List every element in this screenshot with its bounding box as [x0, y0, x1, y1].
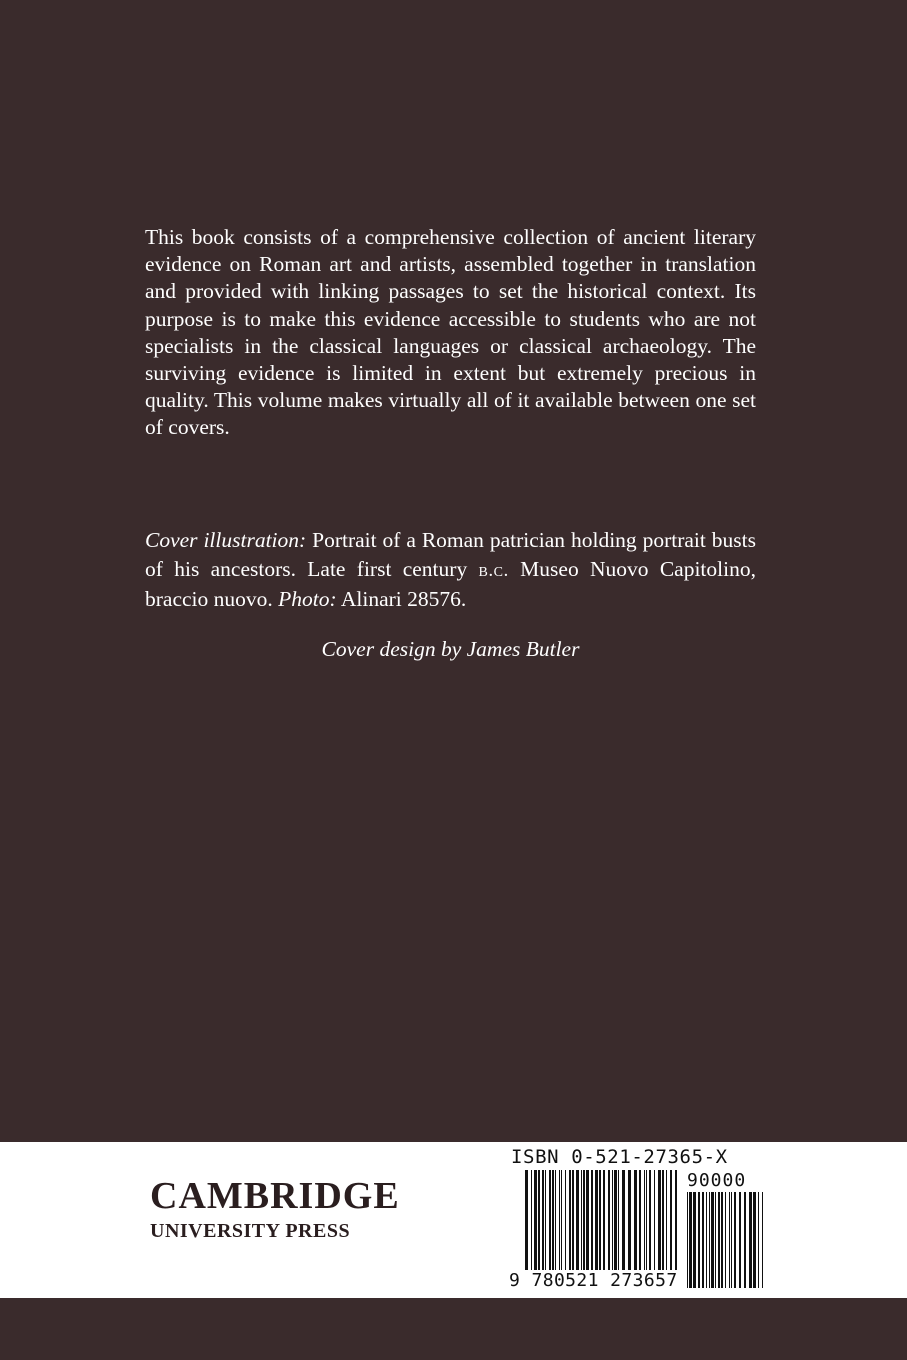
isbn-text: ISBN 0-521-27365-X: [511, 1146, 728, 1168]
barcode-bar: [658, 1170, 661, 1275]
barcode-bar: [542, 1170, 544, 1275]
barcode-bar: [753, 1192, 756, 1288]
barcode-bar: [531, 1170, 532, 1275]
barcode-bar: [612, 1170, 613, 1275]
barcode-bar: [634, 1170, 637, 1275]
barcode-bar: [565, 1170, 566, 1275]
barcode-bar: [675, 1170, 677, 1275]
barcode-bar: [662, 1170, 664, 1275]
barcode-bar: [618, 1170, 619, 1275]
barcode-bar: [534, 1170, 537, 1275]
barcode-bar: [545, 1170, 546, 1275]
barcode-bar: [731, 1192, 732, 1288]
barcode-bar: [603, 1170, 605, 1275]
barcode-bar: [762, 1192, 763, 1288]
barcode-bar: [572, 1170, 574, 1275]
photo-label: Photo:: [278, 587, 337, 611]
caption-text: Portrait of a Roman patrician holding portrait busts of his ancestors. Late first century: [145, 528, 756, 581]
barcode-bar: [538, 1170, 540, 1275]
barcode-bar: [644, 1170, 645, 1275]
footer-band: [0, 1142, 907, 1298]
barcode-bar: [711, 1192, 714, 1288]
barcode-bar: [654, 1170, 655, 1275]
barcode-addon-bars: [687, 1192, 765, 1288]
barcode-bar: [595, 1170, 598, 1275]
barcode-bar: [739, 1192, 741, 1288]
addon-code: 90000: [687, 1170, 747, 1191]
ean-number: 9 780521 273657: [509, 1270, 678, 1291]
barcode-bar: [628, 1170, 631, 1275]
photo-credit: Alinari 28576.: [336, 587, 467, 611]
barcode-bar: [698, 1192, 700, 1288]
caption-era: b.c.: [478, 560, 509, 581]
barcode-bar: [622, 1170, 625, 1275]
barcode: [507, 1144, 769, 1296]
barcode-bar: [715, 1192, 716, 1288]
barcode-bar: [758, 1192, 759, 1288]
barcode-bar: [670, 1170, 672, 1275]
barcode-bar: [702, 1192, 704, 1288]
barcode-bars: [525, 1170, 677, 1275]
barcode-bar: [734, 1192, 736, 1288]
barcode-bar: [744, 1192, 746, 1288]
publisher-subname: UNIVERSITY PRESS: [150, 1220, 351, 1242]
barcode-bar: [709, 1192, 710, 1288]
barcode-bar: [646, 1170, 647, 1275]
barcode-bar: [666, 1170, 667, 1275]
barcode-bar: [729, 1192, 730, 1288]
caption-text-2: Museo Nuovo Capitolino, braccio nuovo.: [145, 557, 756, 611]
caption-label: Cover illustration:: [145, 528, 307, 552]
publisher-name: CAMBRIDGE: [150, 1175, 400, 1217]
barcode-bar: [721, 1192, 723, 1288]
barcode-bar: [569, 1170, 571, 1275]
barcode-bar: [559, 1170, 560, 1275]
back-cover-blurb: This book consists of a comprehensive collection of ancient literary evidence on Roman art and artists, assembled together in translation and provided with linking passages to set the historical context. Its purpose is to make this evidence accessible to students who are not specialists in the classical languages or classical archaeology. The surviving evidence is limited in extent but extremely precious in quality. This volume makes virtually all of it available between one set of covers.: [145, 225, 756, 440]
barcode-bar: [718, 1192, 720, 1288]
barcode-bar: [687, 1192, 688, 1288]
barcode-bar: [576, 1170, 579, 1275]
barcode-bar: [706, 1192, 707, 1288]
barcode-bar: [586, 1170, 589, 1275]
barcode-bar: [591, 1170, 593, 1275]
barcode-bar: [639, 1170, 641, 1275]
barcode-bar: [693, 1192, 696, 1288]
barcode-bar: [583, 1170, 585, 1275]
barcode-bar: [549, 1170, 551, 1275]
cover-illustration-caption: [145, 526, 756, 614]
publisher-logo: [150, 1177, 400, 1245]
cover-design-credit: Cover design by James Butler: [321, 637, 580, 661]
barcode-bar: [561, 1170, 562, 1275]
barcode-bar: [725, 1192, 726, 1288]
barcode-bar: [749, 1192, 752, 1288]
barcode-bar: [608, 1170, 610, 1275]
barcode-bar: [649, 1170, 651, 1275]
barcode-bar: [689, 1192, 692, 1288]
barcode-bar: [552, 1170, 554, 1275]
barcode-bar: [599, 1170, 601, 1275]
barcode-bar: [614, 1170, 617, 1275]
barcode-bar: [525, 1170, 528, 1275]
barcode-bar: [555, 1170, 556, 1275]
barcode-bar: [581, 1170, 582, 1275]
